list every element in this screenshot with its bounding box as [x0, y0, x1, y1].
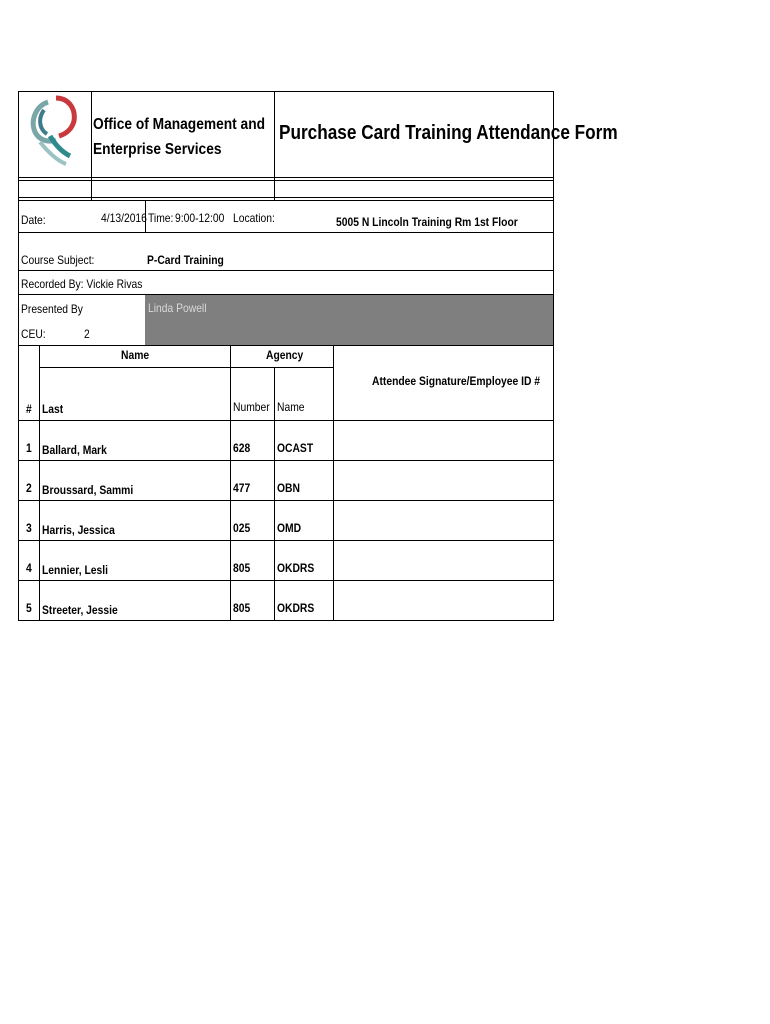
- row-name: Ballard, Mark: [42, 443, 107, 457]
- row-number: 4: [26, 561, 32, 575]
- row-agency-number: 805: [233, 561, 251, 575]
- logo: [26, 94, 78, 168]
- name-header: Name: [121, 348, 150, 362]
- recorded-by: Recorded By: Vickie Rivas: [21, 277, 143, 291]
- org-name-line1: Office of Management and: [93, 116, 266, 133]
- row-name: Broussard, Sammi: [42, 483, 134, 497]
- row-name: Lennier, Lesli: [42, 563, 108, 577]
- row-name: Harris, Jessica: [42, 523, 115, 537]
- row-agency-number: 025: [233, 521, 251, 535]
- agency-name-header: Name: [277, 400, 305, 414]
- agency-header: Agency: [266, 348, 304, 362]
- date-value: 4/13/2016: [101, 211, 147, 225]
- ceu-value: 2: [84, 327, 90, 341]
- signature-cell[interactable]: [334, 461, 553, 500]
- row-agency-name: OBN: [277, 481, 300, 495]
- form-title: Purchase Card Training Attendance Form: [279, 122, 618, 144]
- row-agency-number: 805: [233, 601, 251, 615]
- location-value: 5005 N Lincoln Training Rm 1st Floor: [336, 215, 518, 229]
- number-header: Number: [233, 400, 270, 414]
- date-label: Date:: [21, 213, 46, 227]
- signature-header: Attendee Signature/Employee ID #: [372, 374, 541, 388]
- org-name-line2: Enterprise Services: [93, 141, 222, 158]
- ceu-label: CEU:: [21, 327, 46, 341]
- row-number: 2: [26, 481, 32, 495]
- time-value: 9:00-12:00: [175, 211, 225, 225]
- row-name: Streeter, Jessie: [42, 603, 118, 617]
- signature-cell[interactable]: [334, 581, 553, 620]
- presenter-name: Linda Powell: [148, 301, 207, 315]
- row-agency-number: 477: [233, 481, 251, 495]
- location-label: Location:: [233, 211, 275, 225]
- signature-cell[interactable]: [334, 501, 553, 540]
- org-name: [93, 112, 293, 162]
- last-header: Last: [42, 402, 64, 416]
- presented-label: Presented By: [21, 302, 83, 316]
- num-header: #: [26, 402, 32, 416]
- signature-cell[interactable]: [334, 421, 553, 460]
- course-value: P-Card Training: [147, 253, 224, 267]
- time-label: Time:: [148, 211, 174, 225]
- row-agency-name: OMD: [277, 521, 302, 535]
- row-agency-name: OCAST: [277, 441, 314, 455]
- row-agency-name: OKDRS: [277, 561, 315, 575]
- course-label: Course Subject:: [21, 253, 95, 267]
- row-number: 3: [26, 521, 32, 535]
- row-agency-name: OKDRS: [277, 601, 315, 615]
- row-number: 1: [26, 441, 32, 455]
- signature-cell[interactable]: [334, 541, 553, 580]
- row-agency-number: 628: [233, 441, 251, 455]
- row-number: 5: [26, 601, 32, 615]
